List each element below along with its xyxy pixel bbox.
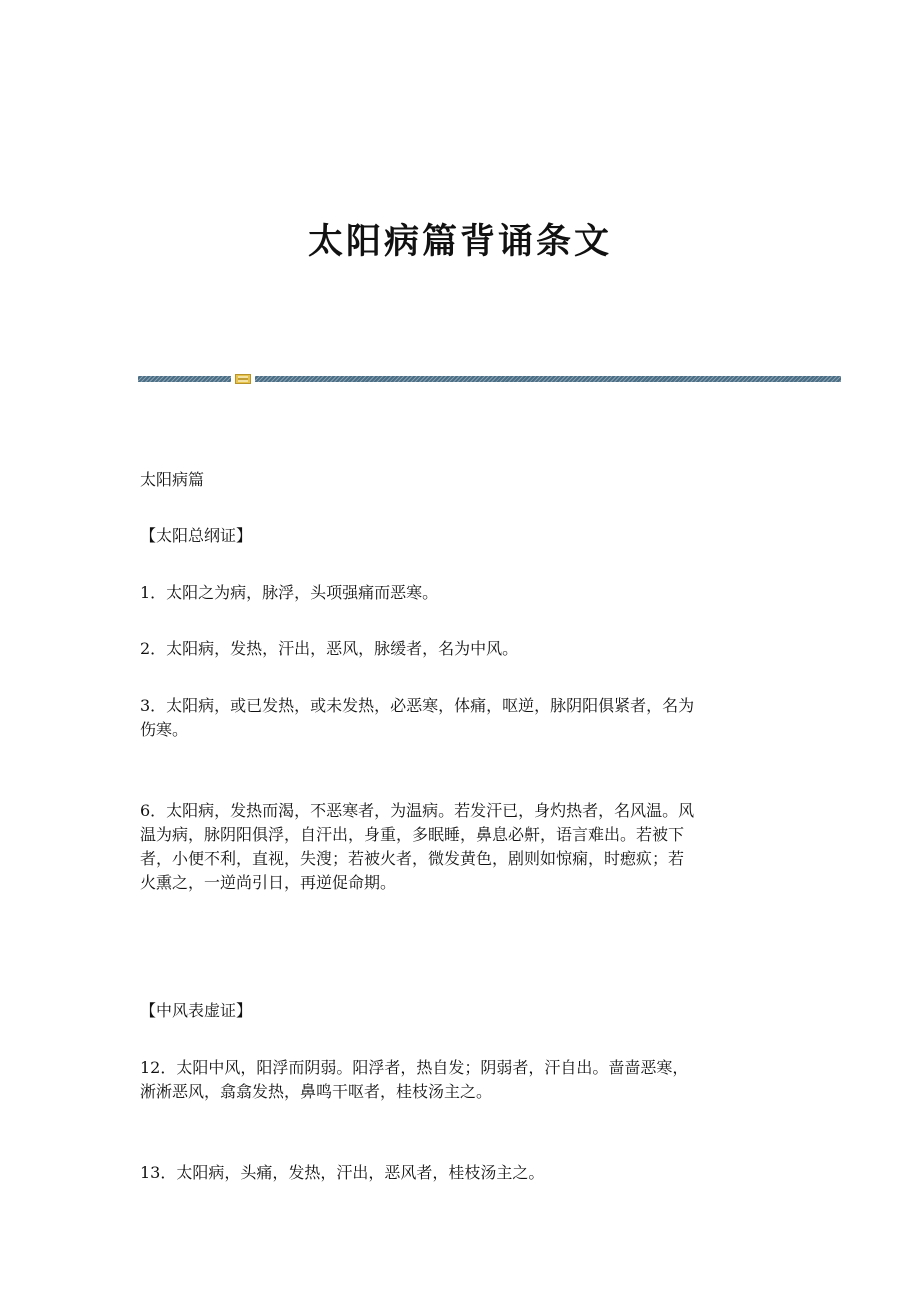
divider-bar-right (255, 376, 841, 382)
document-title: 太阳病篇背诵条文 (307, 221, 612, 262)
clause-6-line: 火熏之，一逆尚引日，再逆促命期。 (140, 873, 397, 892)
clause-3-line: 伤寒。 (140, 720, 189, 739)
title-divider (138, 373, 841, 387)
clause-12-line: 12．太阳中风，阳浮而阴弱。阳浮者，热自发；阴弱者，汗自出。啬啬恶寒， (140, 1058, 689, 1077)
clause-3-line: 3．太阳病，或已发热，或未发热，必恶寒，体痛，呕逆，脉阴阳俱紧者，名为 (140, 696, 695, 715)
clause-6-line: 者，小便不利，直视，失溲；若被火者，微发黄色，剧则如惊痫，时瘛疭；若 (140, 849, 685, 868)
clause-12 (140, 1056, 688, 1104)
clause-1: 1．太阳之为病，脉浮，头项强痛而恶寒。 (140, 583, 439, 602)
clause-6 (140, 799, 694, 895)
clause-6-line: 温为病，脉阴阳俱浮，自汗出，身重，多眠睡，鼻息必鼾，语言难出。若被下 (140, 825, 685, 844)
section-heading: 太阳病篇 (140, 470, 205, 489)
ornament-icon (235, 373, 251, 385)
divider-bar-left (138, 376, 231, 382)
clause-6-line: 6．太阳病，发热而渴，不恶寒者，为温病。若发汗已，身灼热者，名风温。风 (140, 801, 695, 820)
subsection-heading-wind: 【中风表虚证】 (140, 1001, 253, 1020)
clause-3 (140, 694, 694, 742)
clause-13: 13．太阳病，头痛，发热，汗出，恶风者，桂枝汤主之。 (140, 1163, 545, 1182)
subsection-heading-general: 【太阳总纲证】 (140, 526, 253, 545)
clause-12-line: 淅淅恶风，翕翕发热，鼻鸣干呕者，桂枝汤主之。 (140, 1082, 493, 1101)
clause-2: 2．太阳病，发热，汗出，恶风，脉缓者，名为中风。 (140, 639, 519, 658)
